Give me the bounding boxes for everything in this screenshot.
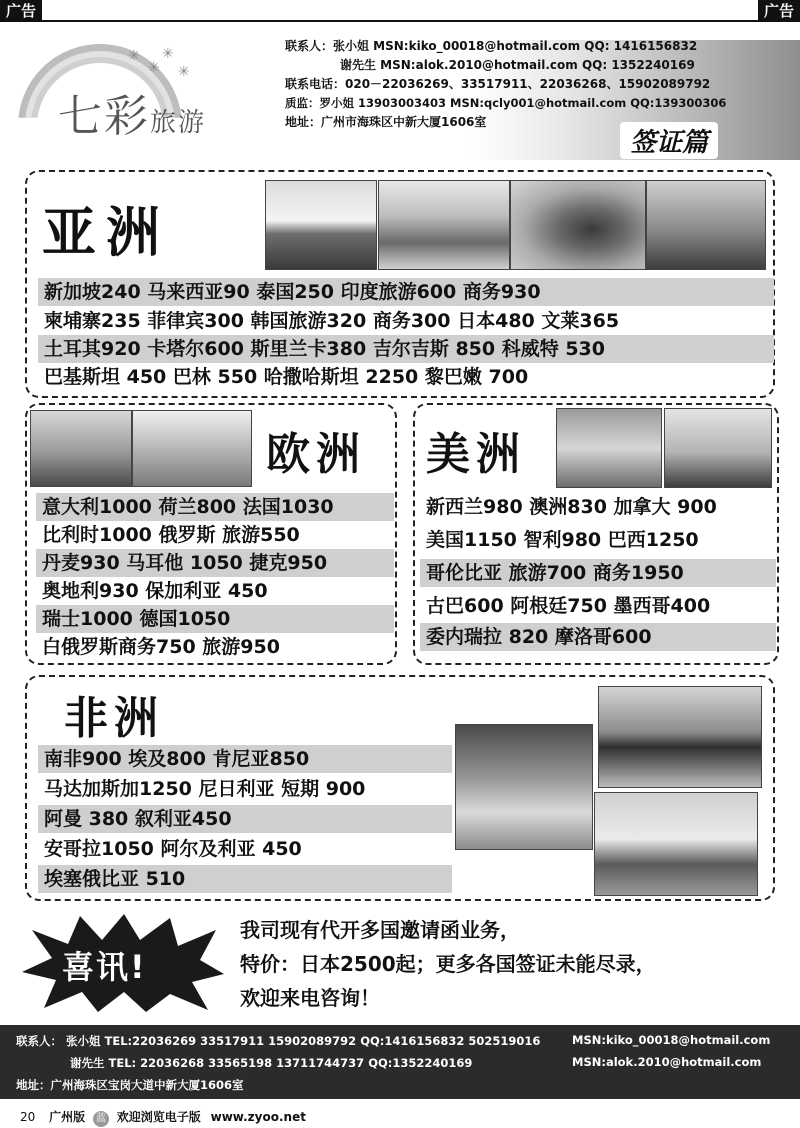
promo-burst-text: 喜讯! [62,948,147,986]
contact-line-5: 地址：广州市海珠区中新大厦1606室 [285,115,487,129]
america-row-1: 新西兰980 澳洲830 加拿大 900 [426,496,717,518]
asia-row-1: 新加坡240 马来西亚90 泰国250 印度旅游600 商务930 [38,278,774,306]
promo-line-1: 我司现有代开多国邀请函业务， [240,918,520,942]
footer-line-3: 地址：广州海珠区宝岗大道中新大厦1606室 [16,1078,244,1092]
top-rule [0,20,800,22]
edition-badge-icon: 蓝 [93,1111,109,1127]
europe-photo-cathedral [132,410,252,487]
europe-row-5: 瑞士1000 德国1050 [36,605,394,633]
africa-row-4: 安哥拉1050 阿尔及利亚 450 [44,838,302,860]
contact-line-1: 联系人：张小姐 MSN:kiko_00018@hotmail.com QQ: 1416156832 [285,39,698,53]
europe-title: 欧洲 [266,429,366,480]
star-icon: ✳ [162,46,174,62]
ad-tag-right: 广告 [758,0,800,22]
promo-line-3: 欢迎来电咨询！ [240,986,380,1010]
promo-line-2: 特价：日本2500起；更多各国签证未能尽录， [240,952,656,976]
africa-row-5: 埃塞俄比亚 510 [38,865,452,893]
slogan: 欢迎浏览电子版 [116,1110,201,1124]
america-row-5: 委内瑞拉 820 摩洛哥600 [420,623,776,651]
europe-row-4: 奥地利930 保加利亚 450 [42,580,268,602]
ad-tag-left: 广告 [0,0,42,22]
africa-photo-savanna [594,792,758,896]
asia-row-4: 巴基斯坦 450 巴林 550 哈撒哈斯坦 2250 黎巴嫩 700 [44,366,529,388]
africa-photo-pyramid [455,724,593,850]
star-icon: ✳ [178,64,190,80]
footer-contact-bar [0,1025,800,1099]
logo-text [58,80,206,144]
footer-line-2a: 谢先生 TEL: 22036268 33565198 13711744737 QQ:1352240169 [70,1056,473,1070]
footer-line-1b: MSN:kiko_00018@hotmail.com [572,1033,771,1047]
footer-line-2b: MSN:alok.2010@hotmail.com [572,1055,762,1069]
america-row-4: 古巴600 阿根廷750 墨西哥400 [426,595,711,617]
visa-section-banner: 签证篇 [620,122,718,159]
page-number: 20 [20,1110,36,1124]
logo-main: 七彩 [58,91,150,142]
africa-photo-elephants [598,686,762,788]
contact-line-2: 谢先生 MSN:alok.2010@hotmail.com QQ: 1352240169 [340,58,695,72]
europe-photo-vatican [30,410,132,487]
europe-row-1: 意大利1000 荷兰800 法国1030 [36,493,394,521]
africa-row-2: 马达加斯加1250 尼日利亚 短期 900 [44,778,366,800]
asia-photo-castle [265,180,377,270]
contact-line-4: 质监：罗小姐 13903003403 MSN:qcly001@hotmail.com QQ:139300306 [285,96,727,110]
logo-sub: 旅游 [150,108,207,138]
asia-photo-island [510,180,646,270]
site-link[interactable]: www.zyoo.net [210,1110,306,1124]
america-photo-capitol [664,408,772,488]
asia-photo-merlion [646,180,766,270]
asia-title: 亚洲 [42,201,170,264]
africa-row-1: 南非900 埃及800 肯尼亚850 [38,745,452,773]
asia-row-3: 土耳其920 卡塔尔600 斯里兰卡380 吉尔吉斯 850 科威特 530 [38,335,774,363]
america-title: 美洲 [426,429,526,480]
asia-row-2: 柬埔寨235 菲律宾300 韩国旅游320 商务300 日本480 文莱365 [44,310,620,332]
africa-title: 非洲 [64,693,164,744]
africa-row-3: 阿曼 380 叙利亚450 [38,805,452,833]
star-icon: ✳ [128,48,140,64]
edition-label: 广州版 [49,1110,86,1124]
europe-row-6: 白俄罗斯商务750 旅游950 [42,636,280,658]
footer-line-1a: 联系人： 张小姐 TEL:22036269 33517911 15902089792 QQ:1416156832 502519016 [16,1034,541,1048]
america-row-3: 哥伦比亚 旅游700 商务1950 [420,559,776,587]
europe-row-2: 比利时1000 俄罗斯 旅游550 [42,524,300,546]
asia-photo-temple [378,180,510,270]
europe-row-3: 丹麦930 马耳他 1050 捷克950 [36,549,394,577]
star-icon: ✳ [148,60,160,76]
contact-line-3: 联系电话：020－22036269、33517911、22036268、15902089792 [285,77,711,91]
america-photo-liberty [556,408,662,488]
america-row-2: 美国1150 智利980 巴西1250 [426,529,699,551]
page-info [20,1108,306,1127]
